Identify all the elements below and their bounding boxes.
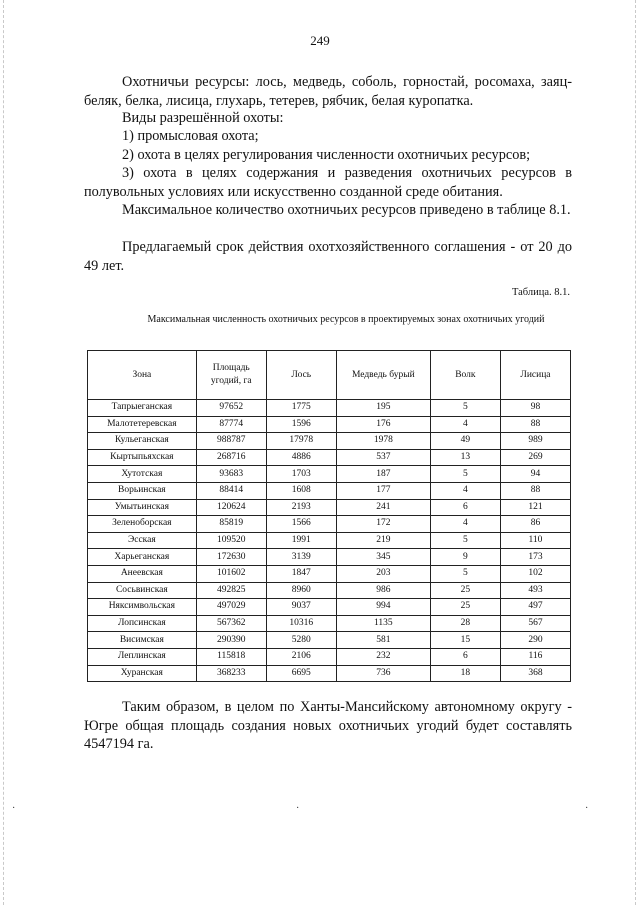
cell-moose: 1775 bbox=[266, 400, 336, 417]
cell-wolf: 4 bbox=[430, 416, 500, 433]
cell-zone: Умытьинская bbox=[88, 499, 197, 516]
cell-wolf: 28 bbox=[430, 615, 500, 632]
cell-area: 172630 bbox=[196, 549, 266, 566]
cell-area: 492825 bbox=[196, 582, 266, 599]
cell-moose: 6695 bbox=[266, 665, 336, 682]
cell-bear: 172 bbox=[336, 516, 430, 533]
cell-area: 101602 bbox=[196, 565, 266, 582]
page-number: 249 bbox=[310, 33, 330, 48]
cell-fox: 86 bbox=[500, 516, 570, 533]
cell-bear: 1135 bbox=[336, 615, 430, 632]
cell-zone: Анеевская bbox=[88, 565, 197, 582]
cell-area: 368233 bbox=[196, 665, 266, 682]
cell-wolf: 5 bbox=[430, 466, 500, 483]
table-row bbox=[88, 416, 571, 433]
cell-zone: Кульеганская bbox=[88, 433, 197, 450]
cell-moose: 4886 bbox=[266, 449, 336, 466]
table-row bbox=[88, 449, 571, 466]
paragraph-resources bbox=[84, 73, 572, 110]
header-zone: Зона bbox=[88, 351, 197, 400]
cell-zone: Лопсинская bbox=[88, 615, 197, 632]
cell-moose: 2106 bbox=[266, 648, 336, 665]
cell-zone: Хутотская bbox=[88, 466, 197, 483]
table-row bbox=[88, 516, 571, 533]
cell-area: 85819 bbox=[196, 516, 266, 533]
cell-wolf: 6 bbox=[430, 648, 500, 665]
cell-wolf: 6 bbox=[430, 499, 500, 516]
cell-fox: 567 bbox=[500, 615, 570, 632]
cell-zone: Хуранская bbox=[88, 665, 197, 682]
cell-bear: 581 bbox=[336, 632, 430, 649]
cell-moose: 17978 bbox=[266, 433, 336, 450]
cell-area: 97652 bbox=[196, 400, 266, 417]
cell-fox: 121 bbox=[500, 499, 570, 516]
cell-fox: 269 bbox=[500, 449, 570, 466]
cell-moose: 1847 bbox=[266, 565, 336, 582]
cell-fox: 110 bbox=[500, 532, 570, 549]
cell-zone: Ворьинская bbox=[88, 482, 197, 499]
cell-moose: 3139 bbox=[266, 549, 336, 566]
cell-wolf: 5 bbox=[430, 532, 500, 549]
paragraph-text: Предлагаемый срок действия охотхозяйственного соглашения - от 20 до 49 лет. bbox=[84, 239, 572, 274]
table-row bbox=[88, 433, 571, 450]
cell-zone: Харьеганская bbox=[88, 549, 197, 566]
table-row bbox=[88, 482, 571, 499]
paragraph-text: Виды разрешённой охоты: bbox=[122, 110, 284, 126]
cell-fox: 173 bbox=[500, 549, 570, 566]
cell-area: 109520 bbox=[196, 532, 266, 549]
cell-fox: 102 bbox=[500, 565, 570, 582]
header-fox: Лисица bbox=[500, 351, 570, 400]
table-row bbox=[88, 499, 571, 516]
cell-moose: 5280 bbox=[266, 632, 336, 649]
cell-moose: 1991 bbox=[266, 532, 336, 549]
cell-moose: 10316 bbox=[266, 615, 336, 632]
header-brown-bear: Медведь бурый bbox=[336, 351, 430, 400]
list-item-2 bbox=[84, 146, 572, 165]
table-caption: Таблица. 8.1. bbox=[511, 287, 570, 298]
cell-wolf: 4 bbox=[430, 516, 500, 533]
cell-wolf: 25 bbox=[430, 599, 500, 616]
cell-bear: 241 bbox=[336, 499, 430, 516]
cell-wolf: 15 bbox=[430, 632, 500, 649]
cell-wolf: 5 bbox=[430, 400, 500, 417]
paragraph-summary bbox=[84, 698, 572, 754]
scan-mark: · bbox=[296, 803, 300, 814]
table-row bbox=[88, 615, 571, 632]
table-row bbox=[88, 632, 571, 649]
paragraph-agreement-term bbox=[84, 238, 572, 275]
cell-bear: 232 bbox=[336, 648, 430, 665]
header-area: Площадь угодий, га bbox=[196, 351, 266, 400]
table-row bbox=[88, 648, 571, 665]
hunting-resources-table bbox=[87, 350, 571, 682]
cell-bear: 1978 bbox=[336, 433, 430, 450]
header-wolf: Волк bbox=[430, 351, 500, 400]
cell-area: 115818 bbox=[196, 648, 266, 665]
cell-bear: 994 bbox=[336, 599, 430, 616]
scan-mark: · bbox=[12, 803, 16, 814]
cell-bear: 219 bbox=[336, 532, 430, 549]
cell-fox: 98 bbox=[500, 400, 570, 417]
cell-bear: 537 bbox=[336, 449, 430, 466]
cell-bear: 187 bbox=[336, 466, 430, 483]
header-moose: Лось bbox=[266, 351, 336, 400]
paragraph-text: Таким образом, в целом по Ханты-Мансийскому автономному округу - Югре общая площадь создания новых охотничьих угодий будет составлять 4547194 га. bbox=[84, 699, 572, 752]
cell-area: 268716 bbox=[196, 449, 266, 466]
cell-moose: 9037 bbox=[266, 599, 336, 616]
paragraph-text: Охотничьи ресурсы: лось, медведь, соболь, горностай, росомаха, заяц-беляк, белка, лисица, глухарь, тетерев, рябчик, белая куропатка. bbox=[84, 74, 572, 109]
cell-bear: 176 bbox=[336, 416, 430, 433]
cell-zone: Эсская bbox=[88, 532, 197, 549]
cell-fox: 88 bbox=[500, 416, 570, 433]
table-row bbox=[88, 599, 571, 616]
cell-fox: 368 bbox=[500, 665, 570, 682]
table-row bbox=[88, 532, 571, 549]
cell-area: 497029 bbox=[196, 599, 266, 616]
cell-wolf: 25 bbox=[430, 582, 500, 599]
cell-bear: 345 bbox=[336, 549, 430, 566]
paragraph-text: Максимальное количество охотничьих ресурсов приведено в таблице 8.1. bbox=[122, 202, 571, 218]
cell-area: 567362 bbox=[196, 615, 266, 632]
cell-zone: Кыртыпьяхская bbox=[88, 449, 197, 466]
list-item-text: 2) охота в целях регулирования численности охотничьих ресурсов; bbox=[122, 147, 531, 163]
cell-zone: Леплинская bbox=[88, 648, 197, 665]
cell-moose: 1596 bbox=[266, 416, 336, 433]
paragraph-max-resources bbox=[84, 201, 572, 220]
cell-fox: 493 bbox=[500, 582, 570, 599]
cell-zone: Зеленоборская bbox=[88, 516, 197, 533]
table-row bbox=[88, 549, 571, 566]
cell-wolf: 9 bbox=[430, 549, 500, 566]
cell-moose: 1608 bbox=[266, 482, 336, 499]
paragraph-hunting-types bbox=[84, 109, 572, 128]
table-row bbox=[88, 400, 571, 417]
cell-bear: 195 bbox=[336, 400, 430, 417]
cell-area: 120624 bbox=[196, 499, 266, 516]
cell-moose: 1703 bbox=[266, 466, 336, 483]
cell-area: 93683 bbox=[196, 466, 266, 483]
cell-bear: 177 bbox=[336, 482, 430, 499]
list-item-3 bbox=[84, 164, 572, 201]
cell-moose: 2193 bbox=[266, 499, 336, 516]
cell-moose: 8960 bbox=[266, 582, 336, 599]
cell-area: 988787 bbox=[196, 433, 266, 450]
list-item-text: 1) промысловая охота; bbox=[122, 128, 259, 144]
cell-moose: 1566 bbox=[266, 516, 336, 533]
cell-fox: 497 bbox=[500, 599, 570, 616]
table-header-row bbox=[88, 351, 571, 400]
cell-wolf: 4 bbox=[430, 482, 500, 499]
table-row bbox=[88, 565, 571, 582]
table-row bbox=[88, 665, 571, 682]
list-item-text: 3) охота в целях содержания и разведения охотничьих ресурсов в полувольных условиях или искусственно созданной среде обитания. bbox=[84, 165, 572, 200]
cell-bear: 736 bbox=[336, 665, 430, 682]
table-row bbox=[88, 466, 571, 483]
cell-wolf: 5 bbox=[430, 565, 500, 582]
cell-fox: 116 bbox=[500, 648, 570, 665]
cell-zone: Малотетеревская bbox=[88, 416, 197, 433]
cell-fox: 94 bbox=[500, 466, 570, 483]
cell-zone: Висимская bbox=[88, 632, 197, 649]
cell-zone: Сосьвинская bbox=[88, 582, 197, 599]
page-left-edge bbox=[3, 0, 5, 905]
table-title: Максимальная численность охотничьих ресурсов в проектируемых зонах охотничьих угодий bbox=[147, 314, 545, 325]
cell-fox: 989 bbox=[500, 433, 570, 450]
cell-area: 290390 bbox=[196, 632, 266, 649]
cell-wolf: 49 bbox=[430, 433, 500, 450]
cell-zone: Тапрыеганская bbox=[88, 400, 197, 417]
cell-fox: 290 bbox=[500, 632, 570, 649]
scan-mark: · bbox=[585, 803, 589, 814]
cell-bear: 203 bbox=[336, 565, 430, 582]
page-right-edge bbox=[635, 0, 637, 905]
cell-bear: 986 bbox=[336, 582, 430, 599]
cell-area: 87774 bbox=[196, 416, 266, 433]
cell-area: 88414 bbox=[196, 482, 266, 499]
cell-zone: Няксимвольская bbox=[88, 599, 197, 616]
table-row bbox=[88, 582, 571, 599]
cell-fox: 88 bbox=[500, 482, 570, 499]
cell-wolf: 13 bbox=[430, 449, 500, 466]
list-item-1 bbox=[84, 127, 572, 146]
cell-wolf: 18 bbox=[430, 665, 500, 682]
